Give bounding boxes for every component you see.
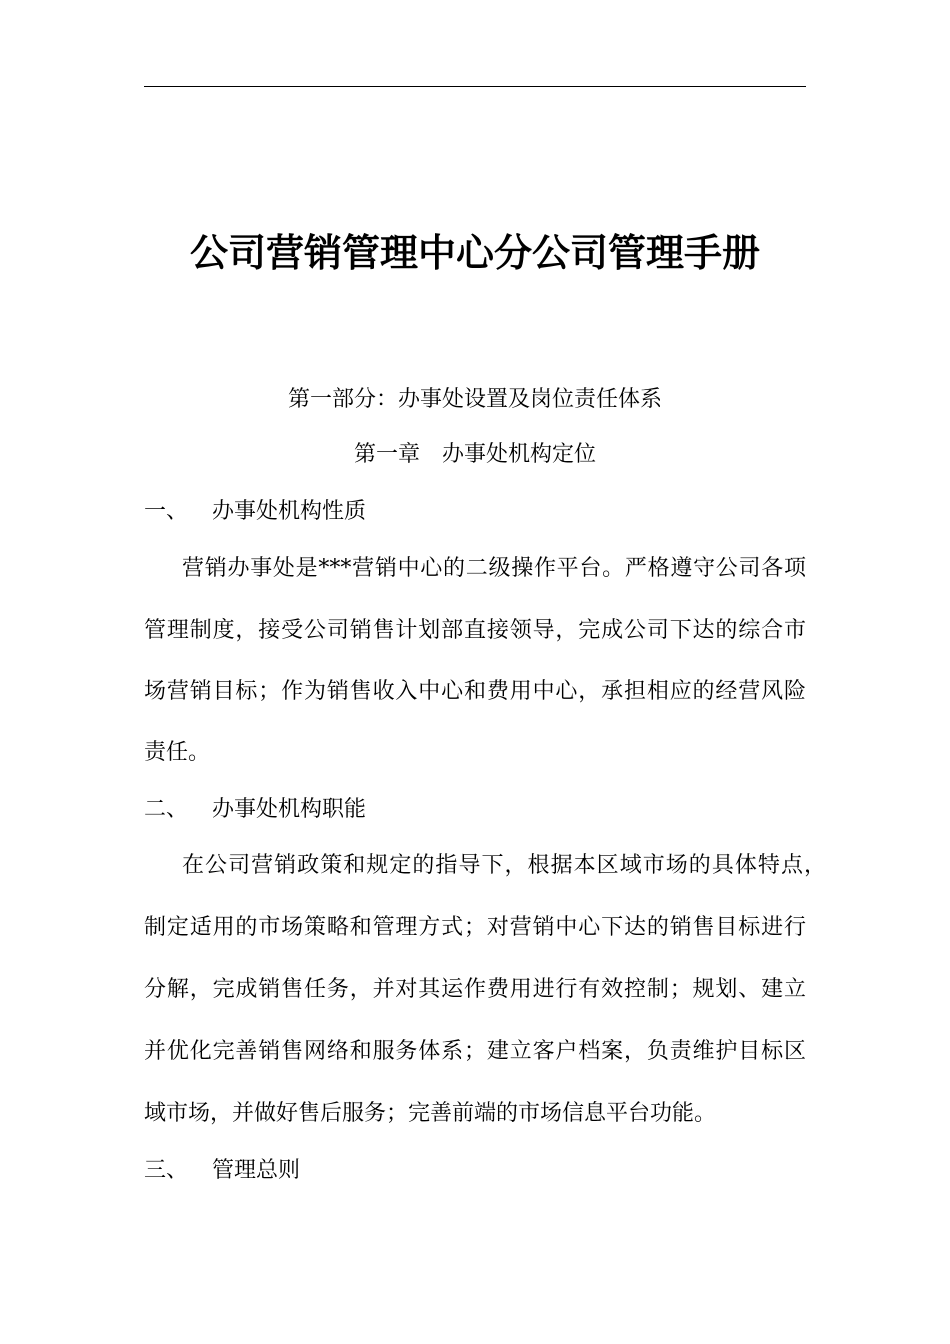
- section-heading: [144, 795, 806, 825]
- paragraph-line: 责任。: [144, 740, 211, 765]
- section-number: 二、: [144, 797, 189, 822]
- section-number: 三、: [144, 1158, 189, 1183]
- header-rule: [144, 86, 806, 87]
- paragraph-line: 分解，完成销售任务，并对其运作费用进行有效控制；规划、建立: [144, 977, 806, 1002]
- section-heading-text: 办事处机构性质: [212, 499, 367, 524]
- section-heading: [144, 1156, 806, 1186]
- paragraph-line: 并优化完善销售网络和服务体系；建立客户档案，负责维护目标区: [144, 1039, 806, 1064]
- paragraph-line: 在公司营销政策和规定的指导下，根据本区域市场的具体特点，: [182, 853, 826, 878]
- paragraph-line: 营销办事处是***营销中心的二级操作平台。严格遵守公司各项: [182, 556, 806, 581]
- paragraph-line: 场营销目标；作为销售收入中心和费用中心，承担相应的经营风险: [144, 679, 806, 704]
- section-heading: [144, 497, 806, 527]
- section-number: 一、: [144, 499, 189, 524]
- part-title: 第一部分：办事处设置及岗位责任体系: [287, 387, 662, 412]
- paragraph-line: 管理制度，接受公司销售计划部直接领导，完成公司下达的综合市: [144, 618, 806, 643]
- chapter-title: 第一章 办事处机构定位: [353, 442, 596, 467]
- document-title: 公司营销管理中心分公司管理手册: [189, 231, 760, 275]
- paragraph-line: 域市场，并做好售后服务；完善前端的市场信息平台功能。: [144, 1101, 717, 1126]
- section-heading-text: 办事处机构职能: [212, 797, 367, 822]
- paragraph-line: 制定适用的市场策略和管理方式；对营销中心下达的销售目标进行: [144, 915, 806, 940]
- section-heading-text: 管理总则: [212, 1158, 301, 1183]
